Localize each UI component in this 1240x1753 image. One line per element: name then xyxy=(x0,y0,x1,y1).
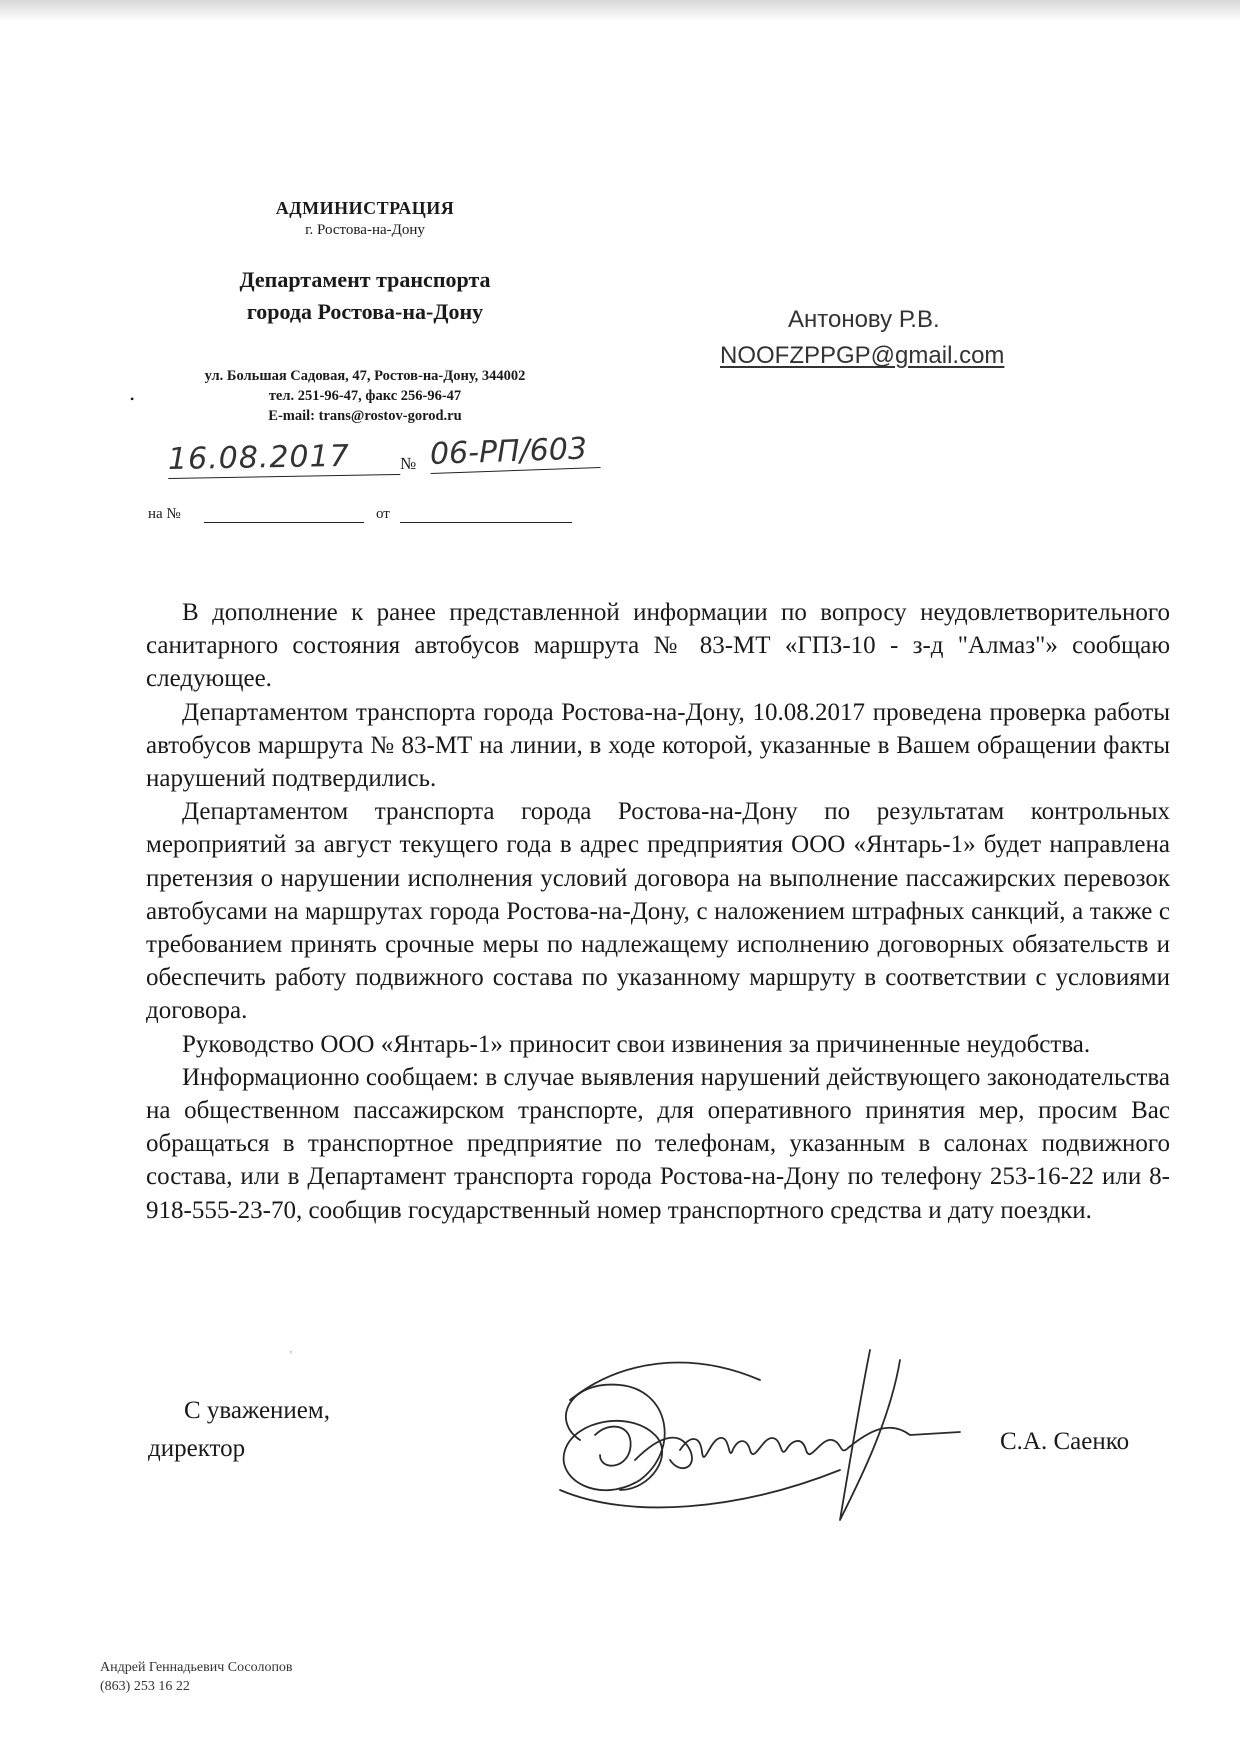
registration-number: 06-РП/603 xyxy=(429,431,600,474)
letterhead xyxy=(130,196,600,426)
body-paragraph: Департаментом транспорта города Ростова-на-Дону по результатам контрольных мероприятий за август текущего года в адрес предприятия ООО «Янтарь-1» будет направлена претензия о нарушении исполнения условий договора на выполнение пассажирских перевозок автобусами на маршрутах города Ростова-на-Дону, с наложением штрафных санкций, а также с требованием принять срочные меры по надлежащему исполнению договорных обязательств и обеспечить работу подвижного состава по указанному маршруту в соответствии с условиями договора. xyxy=(146,798,1170,1025)
in-reply-label: на № xyxy=(148,506,181,522)
in-reply-date-blank xyxy=(400,522,572,523)
department-name-line2: города Ростова-на-Дону xyxy=(246,299,484,324)
scan-edge-shadow xyxy=(0,0,1240,22)
executor-name: Андрей Геннадьевич Сосолопов xyxy=(100,1660,293,1675)
registration-number-label: № xyxy=(400,454,417,473)
addressee-block xyxy=(720,302,1004,374)
department-name-line1: Департамент транспорта xyxy=(239,267,491,292)
body-paragraph: Информационно сообщаем: в случае выявления нарушений действующего законодательства на общественном пассажирском транспорте, для оперативного принятия мер, просим Вас обращаться в транспортное предприятие по телефонам, указанным в салонах подвижного состава, или в Департамент транспорта города Ростова-на-Дону по телефону 253-16-22 или 8-918-555-23-70, сообщив государственный номер транспортного средства и дату поездки. xyxy=(146,1063,1170,1224)
department-contacts xyxy=(130,366,600,426)
body-paragraph: Департаментом транспорта города Ростова-на-Дону, 10.08.2017 проведена проверка работы автобусов маршрута № 83-МТ на линии, в ходе которой, указанные в Вашем обращении факты нарушений подтвердились. xyxy=(146,698,1170,793)
registration-date: 16.08.2017 xyxy=(168,438,401,479)
administration-title: АДМИНИСТРАЦИЯ xyxy=(275,198,455,218)
body-paragraph: В дополнение к ранее представленной информации по вопросу неудовлетворительного санитарного состояния автобусов маршрута № 83-МТ «ГПЗ-10 - з-д "Алмаз"» сообщаю следующее. xyxy=(146,599,1170,693)
addressee-name: Антонову Р.В. xyxy=(788,306,940,333)
department-email: E-mail: trans@rostov-gorod.ru xyxy=(268,408,462,424)
registration-line xyxy=(148,431,628,482)
executor-phone: (863) 253 16 22 xyxy=(100,1679,190,1694)
executor-footer xyxy=(100,1658,293,1696)
administration-city: г. Ростова-на-Дону xyxy=(305,222,425,238)
in-reply-from-label: от xyxy=(376,506,390,522)
closing-regards: С уважением, xyxy=(184,1397,330,1424)
addressee-email: NOOFZPPGP@gmail.com xyxy=(720,342,1005,369)
in-reply-number-blank xyxy=(204,522,364,523)
closing-block xyxy=(148,1392,330,1468)
scan-speck: ' xyxy=(290,1350,292,1361)
handwritten-signature xyxy=(540,1340,1020,1550)
letter-body xyxy=(146,596,1170,1227)
scan-mark: • xyxy=(130,392,135,406)
body-paragraph: Руководство ООО «Янтарь-1» приносит свои извинения за причиненные неудобства. xyxy=(182,1030,1091,1058)
department-address: ул. Большая Садовая, 47, Ростов-на-Дону, 344002 xyxy=(204,368,526,384)
department-phone-fax: тел. 251-96-47, факс 256-96-47 xyxy=(268,388,462,404)
signer-name: С.А. Саенко xyxy=(1000,1428,1130,1455)
signer-position: директор xyxy=(148,1435,246,1462)
